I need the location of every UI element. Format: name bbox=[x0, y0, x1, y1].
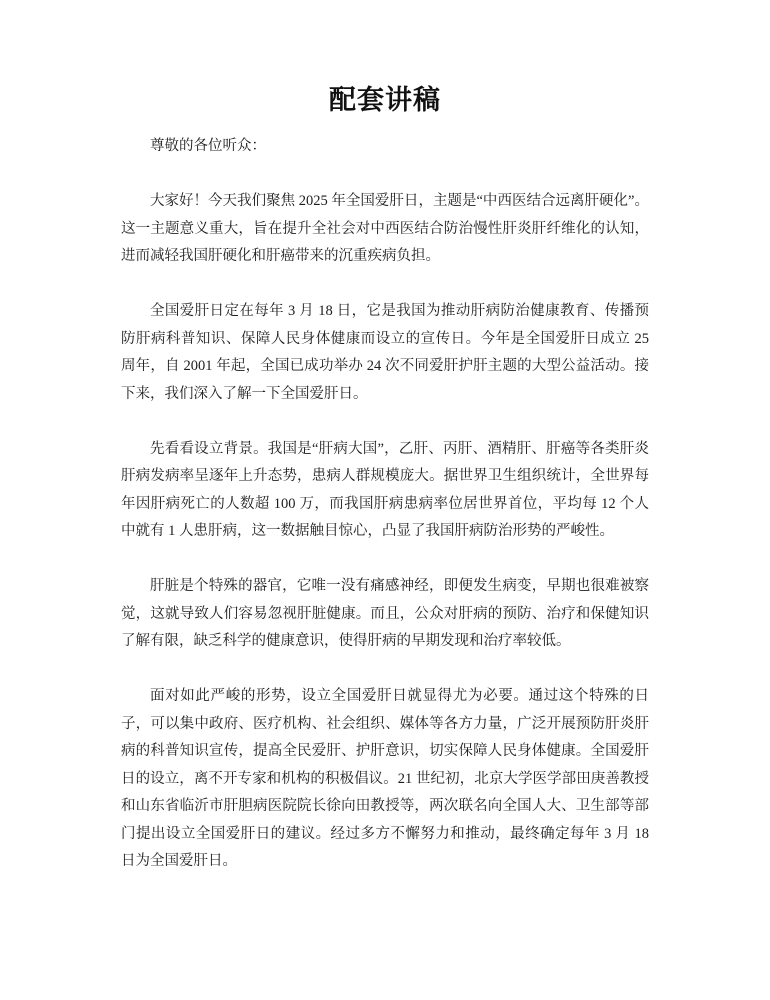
paragraph-date-history: 全国爱肝日定在每年 3 月 18 日，它是我国为推动肝病防治健康教育、传播预防肝病科普知识、保障人民身体健康而设立的宣传日。今年是全国爱肝日成立 25 周年，自 2001 年起，全国已成功举办 24 次不同爱肝护肝主题的大型公益活动。接下来，我们深入了解一下全国爱肝日。 bbox=[121, 303, 649, 402]
document-title: 配套讲稿 bbox=[329, 85, 441, 115]
paragraph-background-statistics: 先看看设立背景。我国是“肝病大国”，乙肝、丙肝、酒精肝、肝癌等各类肝炎肝病发病率呈逐年上升态势，患病人群规模庞大。据世界卫生组织统计，全世界每年因肝病死亡的人数超 100 万，而我国肝病患病率位居世界首位，平均每 12 个人中就有 1 人患肝病，这一数据触目惊心，凸显了我国肝病防治形势的严峻性。 bbox=[121, 440, 649, 539]
paragraph-intro-theme: 大家好！今天我们聚焦 2025 年全国爱肝日，主题是“中西医结合远离肝硬化”。这一主题意义重大，旨在提升全社会对中西医结合防治慢性肝炎肝纤维化的认知，进而减轻我国肝硬化和肝癌带来的沉重疾病负担。 bbox=[121, 193, 649, 264]
paragraph-liver-organ-awareness: 肝脏是个特殊的器官，它唯一没有痛感神经，即便发生病变，早期也很难被察觉，这就导致人们容易忽视肝脏健康。而且，公众对肝病的预防、治疗和保健知识了解有限，缺乏科学的健康意识，使得肝病的早期发现和治疗率较低。 bbox=[121, 578, 649, 649]
salutation-line: 尊敬的各位听众： bbox=[150, 138, 266, 154]
paragraph-necessity-founding: 面对如此严峻的形势，设立全国爱肝日就显得尤为必要。通过这个特殊的日子，可以集中政府、医疗机构、社会组织、媒体等各方力量，广泛开展预防肝炎肝病的科普知识宣传，提高全民爱肝、护肝意识，切实保障人民身体健康。全国爱肝日的设立，离不开专家和机构的积极倡议。21 世纪初，北京大学医学部田庚善教授和山东省临沂市肝胆病医院院长徐向田教授等，两次联名向全国人大、卫生部等部门提出设立全国爱肝日的建议。经过多方不懈努力和推动，最终确定每年 3 月 18 日为全国爱肝日。 bbox=[121, 688, 649, 869]
